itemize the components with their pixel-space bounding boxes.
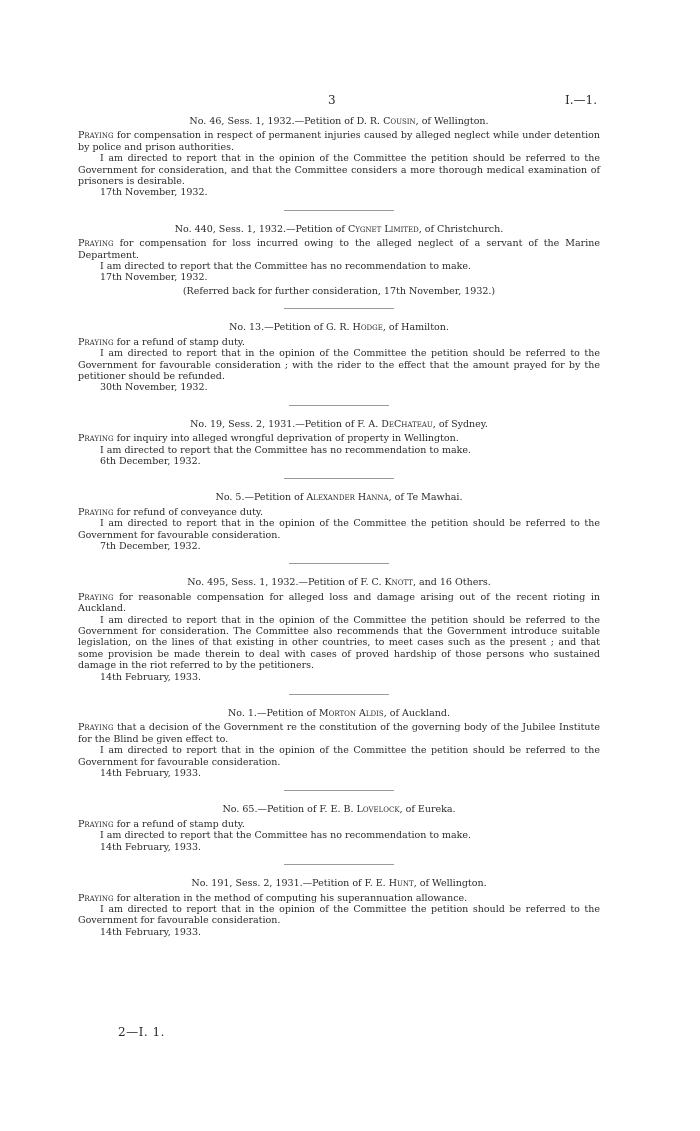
report-date: 14th February, 1933. bbox=[100, 926, 202, 938]
committee-report: I am directed to report that in the opinion of the Committee the petition should be referred to the Government for favourable consideration. bbox=[78, 745, 600, 768]
petition-entry bbox=[78, 708, 600, 779]
committee-report: I am directed to report that in the opinion of the Committee the petition should be referred to the Government for favourable consideration. bbox=[78, 518, 600, 541]
section-divider bbox=[284, 308, 394, 309]
petition-prayer: Praying for a refund of stamp duty. bbox=[78, 818, 245, 830]
petitions-list bbox=[78, 116, 600, 938]
report-date: 7th December, 1932. bbox=[100, 540, 201, 552]
petition-title: No. 19, Sess. 2, 1931.—Petition of F. A. DeChateau, of Sydney. bbox=[190, 418, 488, 430]
petitioner-name: Alexander Hanna bbox=[306, 492, 389, 504]
petition-prayer: Praying that a decision of the Government re the constitution of the governing body of the Jubilee Institute for the Blind be given effect to. bbox=[78, 722, 600, 745]
petition-entry bbox=[78, 224, 600, 297]
committee-report: I am directed to report that the Committee has no recommendation to make. bbox=[100, 444, 472, 456]
petition-entry bbox=[78, 419, 600, 468]
document-reference: I.—1. bbox=[565, 93, 598, 107]
petition-title: No. 440, Sess. 1, 1932.—Petition of Cygnet Limited, of Christchurch. bbox=[174, 223, 504, 235]
petition-entry bbox=[78, 577, 600, 683]
petitioner-name: Cygnet Limited bbox=[347, 223, 419, 235]
petition-entry bbox=[78, 878, 600, 938]
page-header bbox=[0, 93, 700, 109]
petition-entry bbox=[78, 116, 600, 199]
petition-prayer: Praying for inquiry into alleged wrongful deprivation of property in Wellington. bbox=[78, 433, 459, 445]
committee-report: I am directed to report that in the opinion of the Committee the petition should be referred to the Government for favourable consideration ; with the rider to the effect that the amount prayed for by the petitioner should be refunded. bbox=[78, 348, 600, 382]
section-divider bbox=[289, 563, 389, 564]
petition-title: No. 13.—Petition of G. R. Hodge, of Hamilton. bbox=[229, 322, 449, 334]
petition-entry bbox=[78, 322, 600, 393]
petition-prayer: Praying for alteration in the method of computing his superannuation allowance. bbox=[78, 892, 468, 904]
petition-prayer: Praying for compensation in respect of permanent injuries caused by alleged neglect while under detention by police and prison authorities. bbox=[78, 130, 600, 153]
petitioner-name: Cousin bbox=[383, 116, 416, 127]
petition-prayer: Praying for a refund of stamp duty. bbox=[78, 336, 245, 348]
petition-title: No. 5.—Petition of Alexander Hanna, of Te Mawhai. bbox=[215, 492, 463, 504]
committee-report: I am directed to report that the Committee has no recommendation to make. bbox=[100, 261, 472, 273]
report-date: 14th February, 1933. bbox=[100, 768, 202, 780]
petitioner-name: DeChateau bbox=[381, 418, 433, 430]
petition-title: No. 46, Sess. 1, 1932.—Petition of D. R. Cousin, of Wellington. bbox=[189, 116, 489, 127]
section-divider bbox=[284, 790, 394, 791]
petition-title: No. 1.—Petition of Morton Aldis, of Auckland. bbox=[227, 708, 451, 720]
section-divider bbox=[284, 210, 394, 211]
referral-note: (Referred back for further consideration, 17th November, 1932.) bbox=[182, 285, 496, 297]
petitioner-name: Hodge bbox=[352, 322, 383, 334]
report-date: 14th February, 1933. bbox=[100, 841, 202, 853]
committee-report: I am directed to report that the Committee has no recommendation to make. bbox=[100, 830, 472, 842]
petitioner-name: Morton Aldis bbox=[318, 708, 384, 720]
report-date: 17th November, 1932. bbox=[100, 272, 208, 284]
petition-prayer: Praying for refund of conveyance duty. bbox=[78, 506, 264, 518]
petition-title: No. 191, Sess. 2, 1931.—Petition of F. E. Hunt, of Wellington. bbox=[191, 878, 487, 890]
petition-title: No. 65.—Petition of F. E. B. Lovelock, of Eureka. bbox=[222, 804, 456, 816]
petitioner-name: Knott bbox=[384, 577, 413, 589]
printer-signature: 2—I. 1. bbox=[118, 1025, 165, 1039]
report-date: 14th February, 1933. bbox=[100, 671, 202, 683]
section-divider bbox=[289, 694, 389, 695]
page-number: 3 bbox=[328, 93, 336, 107]
petitioner-name: Hunt bbox=[388, 878, 414, 890]
report-date: 6th December, 1932. bbox=[100, 455, 201, 467]
petitioner-name: Lovelock bbox=[356, 804, 400, 816]
committee-report: I am directed to report that in the opinion of the Committee the petition should be referred to the Government for consideration. The Committee also recommends that the Government introduce suitable legislation, on the lines of that existing in other countries, to meet cases such as the present ; and that some provision be made therein to deal with cases of proved hardship of those persons who sustained damage in the riot referred to by the petitioners. bbox=[78, 614, 600, 672]
report-date: 17th November, 1932. bbox=[100, 187, 208, 199]
section-divider bbox=[289, 405, 389, 406]
section-divider bbox=[284, 864, 394, 865]
committee-report: I am directed to report that in the opinion of the Committee the petition should be referred to the Government for favourable consideration. bbox=[78, 903, 600, 927]
petition-entry bbox=[78, 492, 600, 552]
petition-prayer: Praying for reasonable compensation for alleged loss and damage arising out of the recent rioting in Auckland. bbox=[78, 591, 600, 615]
committee-report: I am directed to report that in the opinion of the Committee the petition should be referred to the Government for consideration, and that the Committee considers a more thorough medical examination of prisoners is desirable. bbox=[78, 153, 600, 188]
petition-entry bbox=[78, 804, 600, 853]
section-divider bbox=[284, 478, 394, 479]
report-date: 30th November, 1932. bbox=[100, 382, 208, 394]
petition-prayer: Praying for compensation for loss incurred owing to the alleged neglect of a servant of the Marine Department. bbox=[78, 238, 600, 261]
petition-title: No. 495, Sess. 1, 1932.—Petition of F. C. Knott, and 16 Others. bbox=[187, 577, 491, 589]
